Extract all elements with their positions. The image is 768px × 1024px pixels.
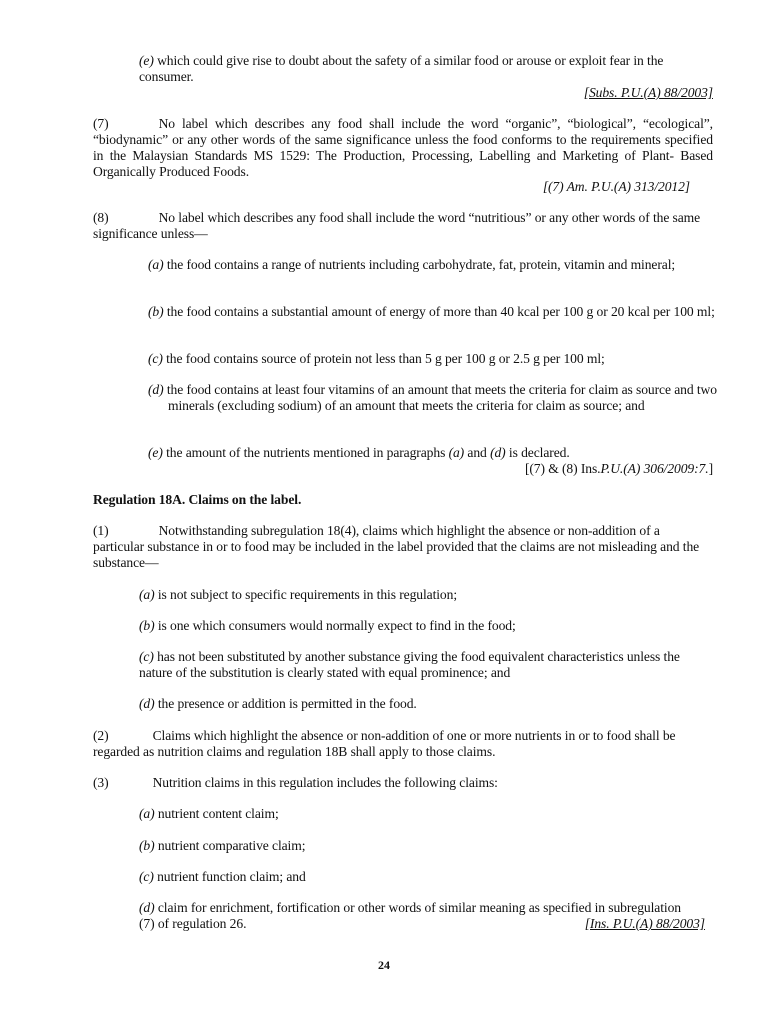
reg-text: No label which describes any food shall include the word “nutritious” or any other words of the same significance unless— xyxy=(93,210,701,241)
reg-number: (8) xyxy=(93,210,109,225)
list-item: (c) the food contains source of protein not less than 5 g per 100 g or 2.5 g per 100 ml; xyxy=(148,351,605,366)
para-text: which could give rise to doubt about the safety of a similar food or arouse or exploit fear in the consumer. xyxy=(139,53,664,84)
section-heading: Regulation 18A. Claims on the label. xyxy=(93,492,302,507)
regulation-7 xyxy=(93,116,713,180)
reg-number: (7) xyxy=(93,116,109,131)
list-item: (d) the food contains at least four vitamins of an amount that meets the criteria for claim as source and two minerals (excluding sodium) of an amount that meets the criteria for claim as source; and xyxy=(148,382,717,413)
regulation-18a-3: (3) Nutrition claims in this regulation includes the following claims: xyxy=(93,775,498,790)
list-item: (b) is one which consumers would normally expect to find in the food; xyxy=(139,618,516,633)
reg-text: No label which describes any food shall include the word “organic”, “biological”, “ecological”, “biodynamic” or any other words of the same significance unless the food conforms to the requirements specified in the Malaysian Standards MS 1529: The Production, Processing, Labelling and Marketing of Plant- Based Organically Produced Foods. xyxy=(93,116,713,179)
regulation-18a-1: (1) Notwithstanding subregulation 18(4), claims which highlight the absence or non-addition of a particular substance in or to food may be included in the label provided that the claims are not misleading and the substance— xyxy=(93,523,700,570)
list-item: (d) the presence or addition is permitted in the food. xyxy=(139,696,417,711)
paragraph-e-safety xyxy=(139,53,714,85)
list-item: (a) the food contains a range of nutrients including carbohydrate, fat, protein, vitamin and mineral; xyxy=(148,257,676,272)
list-item: (a) is not subject to specific requirements in this regulation; xyxy=(139,587,457,602)
citation: [Subs. P.U.(A) 88/2003] xyxy=(583,85,713,100)
regulation-18a-2: (2) Claims which highlight the absence or non-addition of one or more nutrients in or to food shall be regarded as nutrition claims and regulation 18B shall apply to those claims. xyxy=(93,728,676,759)
citation: [Ins. P.U.(A) 88/2003] xyxy=(584,916,705,931)
list-item: (b) the food contains a substantial amount of energy of more than 40 kcal per 100 g or 20 kcal per 100 ml; xyxy=(148,304,715,319)
list-item: (c) nutrient function claim; and xyxy=(139,869,306,884)
list-item: (b) nutrient comparative claim; xyxy=(139,838,306,853)
page-number: 24 xyxy=(378,958,390,972)
para-marker: (e) xyxy=(139,53,154,68)
list-item: (e) the amount of the nutrients mentioned in paragraphs (a) and (d) is declared. xyxy=(148,445,570,460)
citation: [(7) Am. P.U.(A) 313/2012] xyxy=(542,179,690,194)
citation: [(7) & (8) Ins.P.U.(A) 306/2009:7.] xyxy=(524,461,713,476)
list-item: (c) has not been substituted by another substance giving the food equivalent characteristics unless the nature of the substitution is clearly stated with equal prominence; and xyxy=(139,649,680,680)
regulation-8 xyxy=(93,210,713,242)
list-item: (d) claim for enrichment, fortification or other words of similar meaning as specified in subregulation (7) of regulation 26. xyxy=(139,900,681,931)
list-item: (a) nutrient content claim; xyxy=(139,806,279,821)
